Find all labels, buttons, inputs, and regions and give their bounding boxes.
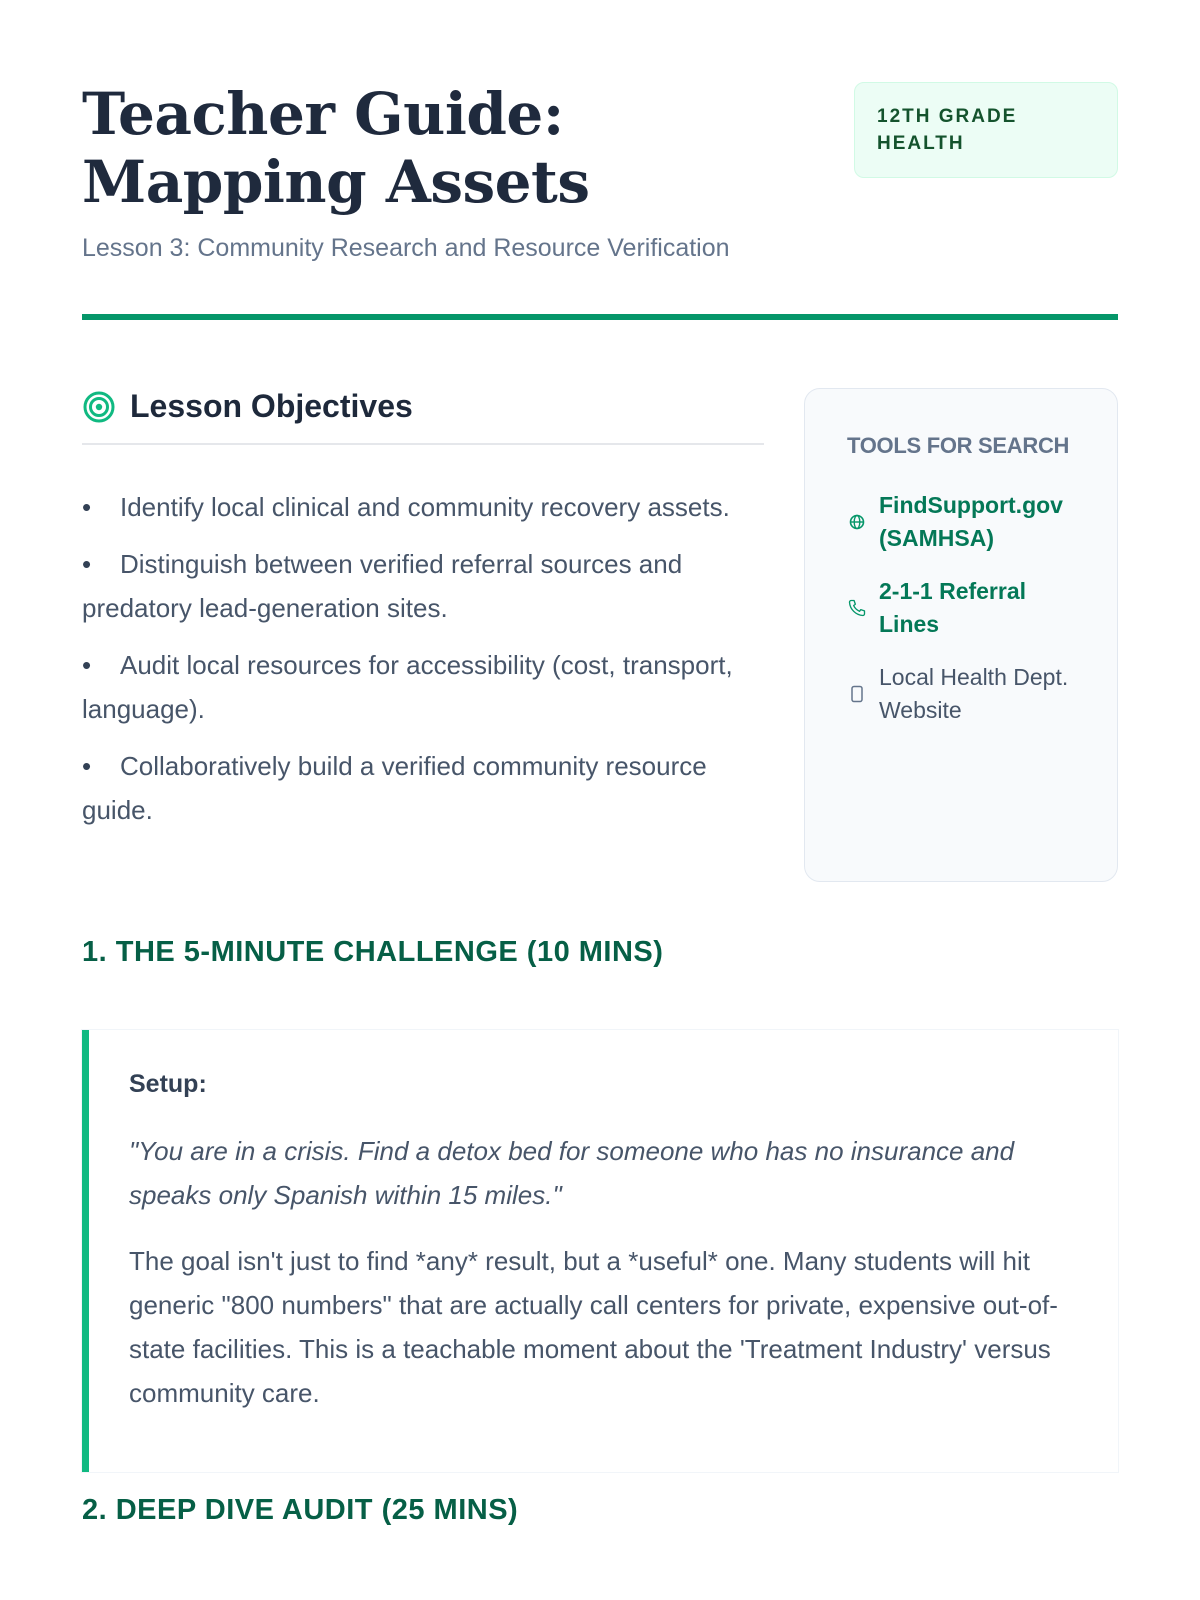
setup-label: Setup:	[129, 1070, 207, 1098]
page-subtitle: Lesson 3: Community Research and Resource Verification	[82, 234, 730, 262]
bullet-icon: •	[82, 751, 92, 781]
tools-title: TOOLS FOR SEARCH	[847, 433, 1070, 458]
list-item	[82, 744, 764, 832]
objective-text: Identify local clinical and community recovery assets.	[120, 492, 730, 522]
page-header	[82, 0, 1118, 262]
tool-item-findsupport[interactable]	[847, 489, 1077, 555]
objectives-heading: Lesson Objectives	[130, 388, 413, 424]
bullet-icon: •	[82, 650, 92, 680]
globe-icon	[847, 512, 867, 532]
target-icon	[82, 390, 116, 424]
grade-badge: 12TH GRADE HEALTH	[854, 82, 1118, 178]
lesson-objectives	[82, 388, 764, 845]
tool-item-211[interactable]	[847, 575, 1077, 641]
tools-for-search-card	[804, 388, 1118, 882]
section-heading-audit: 2. DEEP DIVE AUDIT (25 MINS)	[82, 1494, 519, 1526]
setup-quote: "You are in a crisis. Find a detox bed for someone who has no insurance and speaks only Spanish within 15 miles."	[129, 1136, 1015, 1210]
objective-text: Collaboratively build a verified community resource guide.	[82, 751, 707, 825]
tool-item-local-health	[847, 661, 1077, 727]
header-divider	[82, 314, 1118, 320]
bullet-icon: •	[82, 549, 92, 579]
setup-callout	[82, 1030, 1118, 1472]
phone-icon	[847, 598, 867, 618]
bullet-icon: •	[82, 492, 92, 522]
objectives-list	[82, 485, 764, 832]
setup-body: The goal isn't just to find *any* result, but a *useful* one. Many students will hit generic "800 numbers" that are actually call centers for private, expensive out-of-state facilities. This is a teachable moment about the 'Treatment Industry' versus community care.	[129, 1246, 1058, 1408]
objectives-header	[82, 388, 764, 445]
mobile-icon	[847, 684, 867, 704]
referral-lines-link[interactable]: 2-1-1 Referral Lines	[879, 578, 1027, 637]
objective-text: Audit local resources for accessibility (cost, transport, language).	[82, 650, 733, 724]
list-item	[82, 542, 764, 630]
objective-text: Distinguish between verified referral sources and predatory lead-generation sites.	[82, 549, 683, 623]
findsupport-link[interactable]: FindSupport.gov (SAMHSA)	[879, 492, 1063, 551]
local-health-label: Local Health Dept. Website	[879, 664, 1069, 723]
page-title: Teacher Guide: Mapping Assets	[82, 80, 590, 216]
section-heading-challenge: 1. THE 5-MINUTE CHALLENGE (10 MINS)	[82, 936, 664, 968]
list-item	[82, 643, 764, 731]
list-item	[82, 485, 764, 529]
